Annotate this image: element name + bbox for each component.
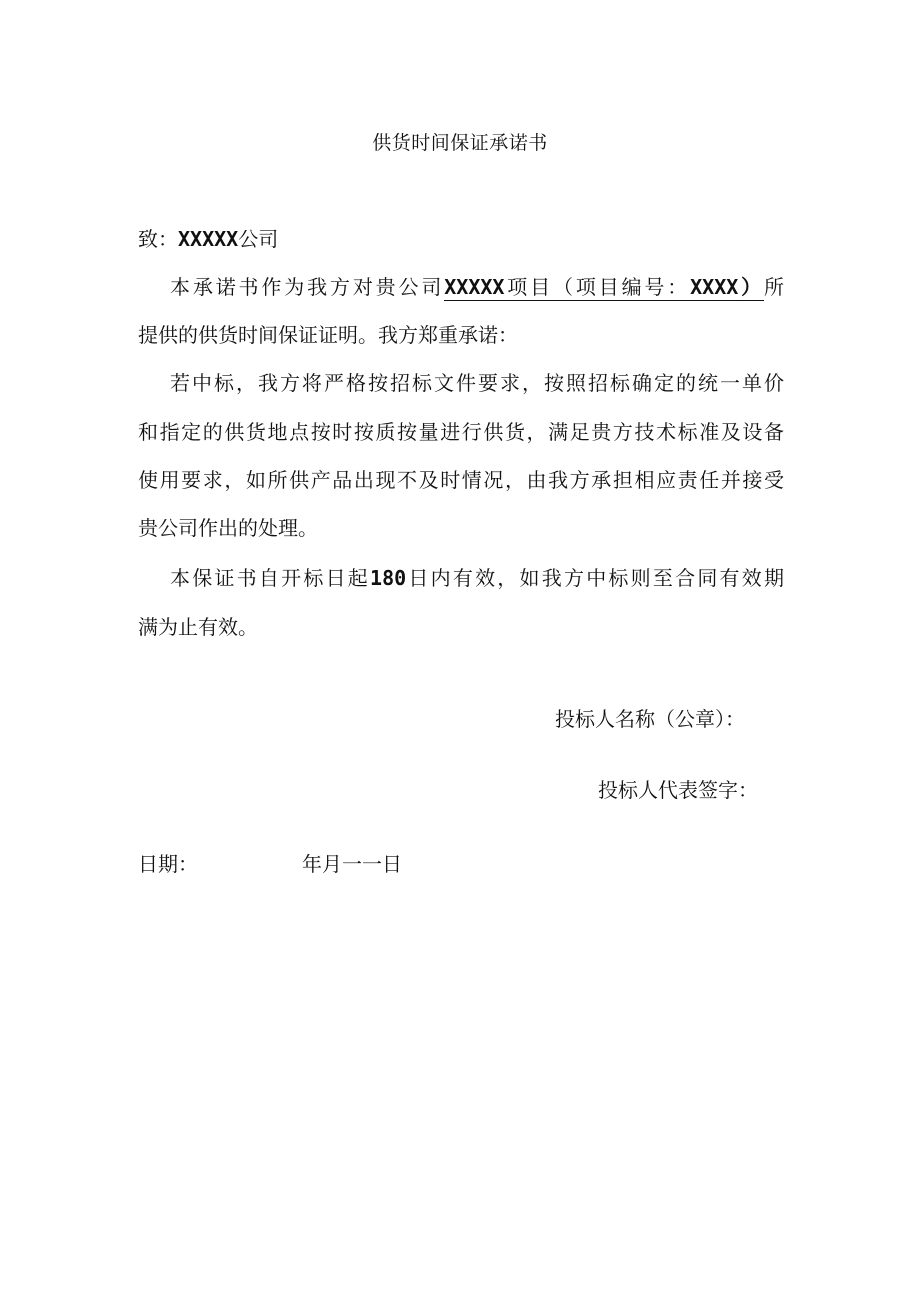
paragraph-1-line-2: 提供的供货时间保证证明。我方郑重承诺：: [138, 323, 518, 347]
validity-days: 180: [370, 566, 407, 590]
paragraph-2-line-1: 若中标，我方将严格按招标文件要求，按照招标确定的统一单价: [170, 371, 784, 395]
paragraph-3-prefix: 本保证书自开标日起: [170, 566, 371, 590]
recipient-company-placeholder: XXXXX: [178, 227, 239, 251]
project-name-placeholder: XXXXX: [444, 275, 505, 299]
project-number-placeholder: XXXX）: [690, 275, 765, 299]
project-label: 项目（项目编号：: [504, 275, 691, 299]
paragraph-1-suffix: 所: [764, 275, 785, 299]
document-title: 供货时间保证承诺书: [372, 132, 548, 154]
paragraph-3-line-1: [170, 564, 784, 592]
date-value: 年月一一日: [302, 852, 402, 876]
paragraph-2-line-3: 使用要求，如所供产品出现不及时情况，由我方承担相应责任并接受: [138, 468, 784, 492]
bidder-name-label: 投标人名称（公章）：: [555, 707, 745, 731]
paragraph-2-line-4: 贵公司作出的处理。: [138, 516, 318, 540]
date-line: [138, 850, 402, 878]
salutation-prefix: 致：: [138, 227, 178, 251]
paragraph-1-line-1: [170, 273, 784, 301]
paragraph-3-suffix: 日内有效，如我方中标则至合同有效期: [406, 566, 785, 590]
project-reference: [444, 275, 764, 301]
salutation: [138, 225, 278, 253]
representative-signature-label: 投标人代表签字：: [598, 778, 758, 802]
date-label: 日期：: [138, 852, 198, 876]
paragraph-3-line-2: 满为止有效。: [138, 615, 258, 639]
salutation-suffix: 公司: [238, 227, 279, 251]
paragraph-2-line-2: 和指定的供货地点按时按质按量进行供货，满足贵方技术标准及设备: [138, 420, 784, 444]
paragraph-1-prefix: 本承诺书作为我方对贵公司: [170, 275, 445, 299]
